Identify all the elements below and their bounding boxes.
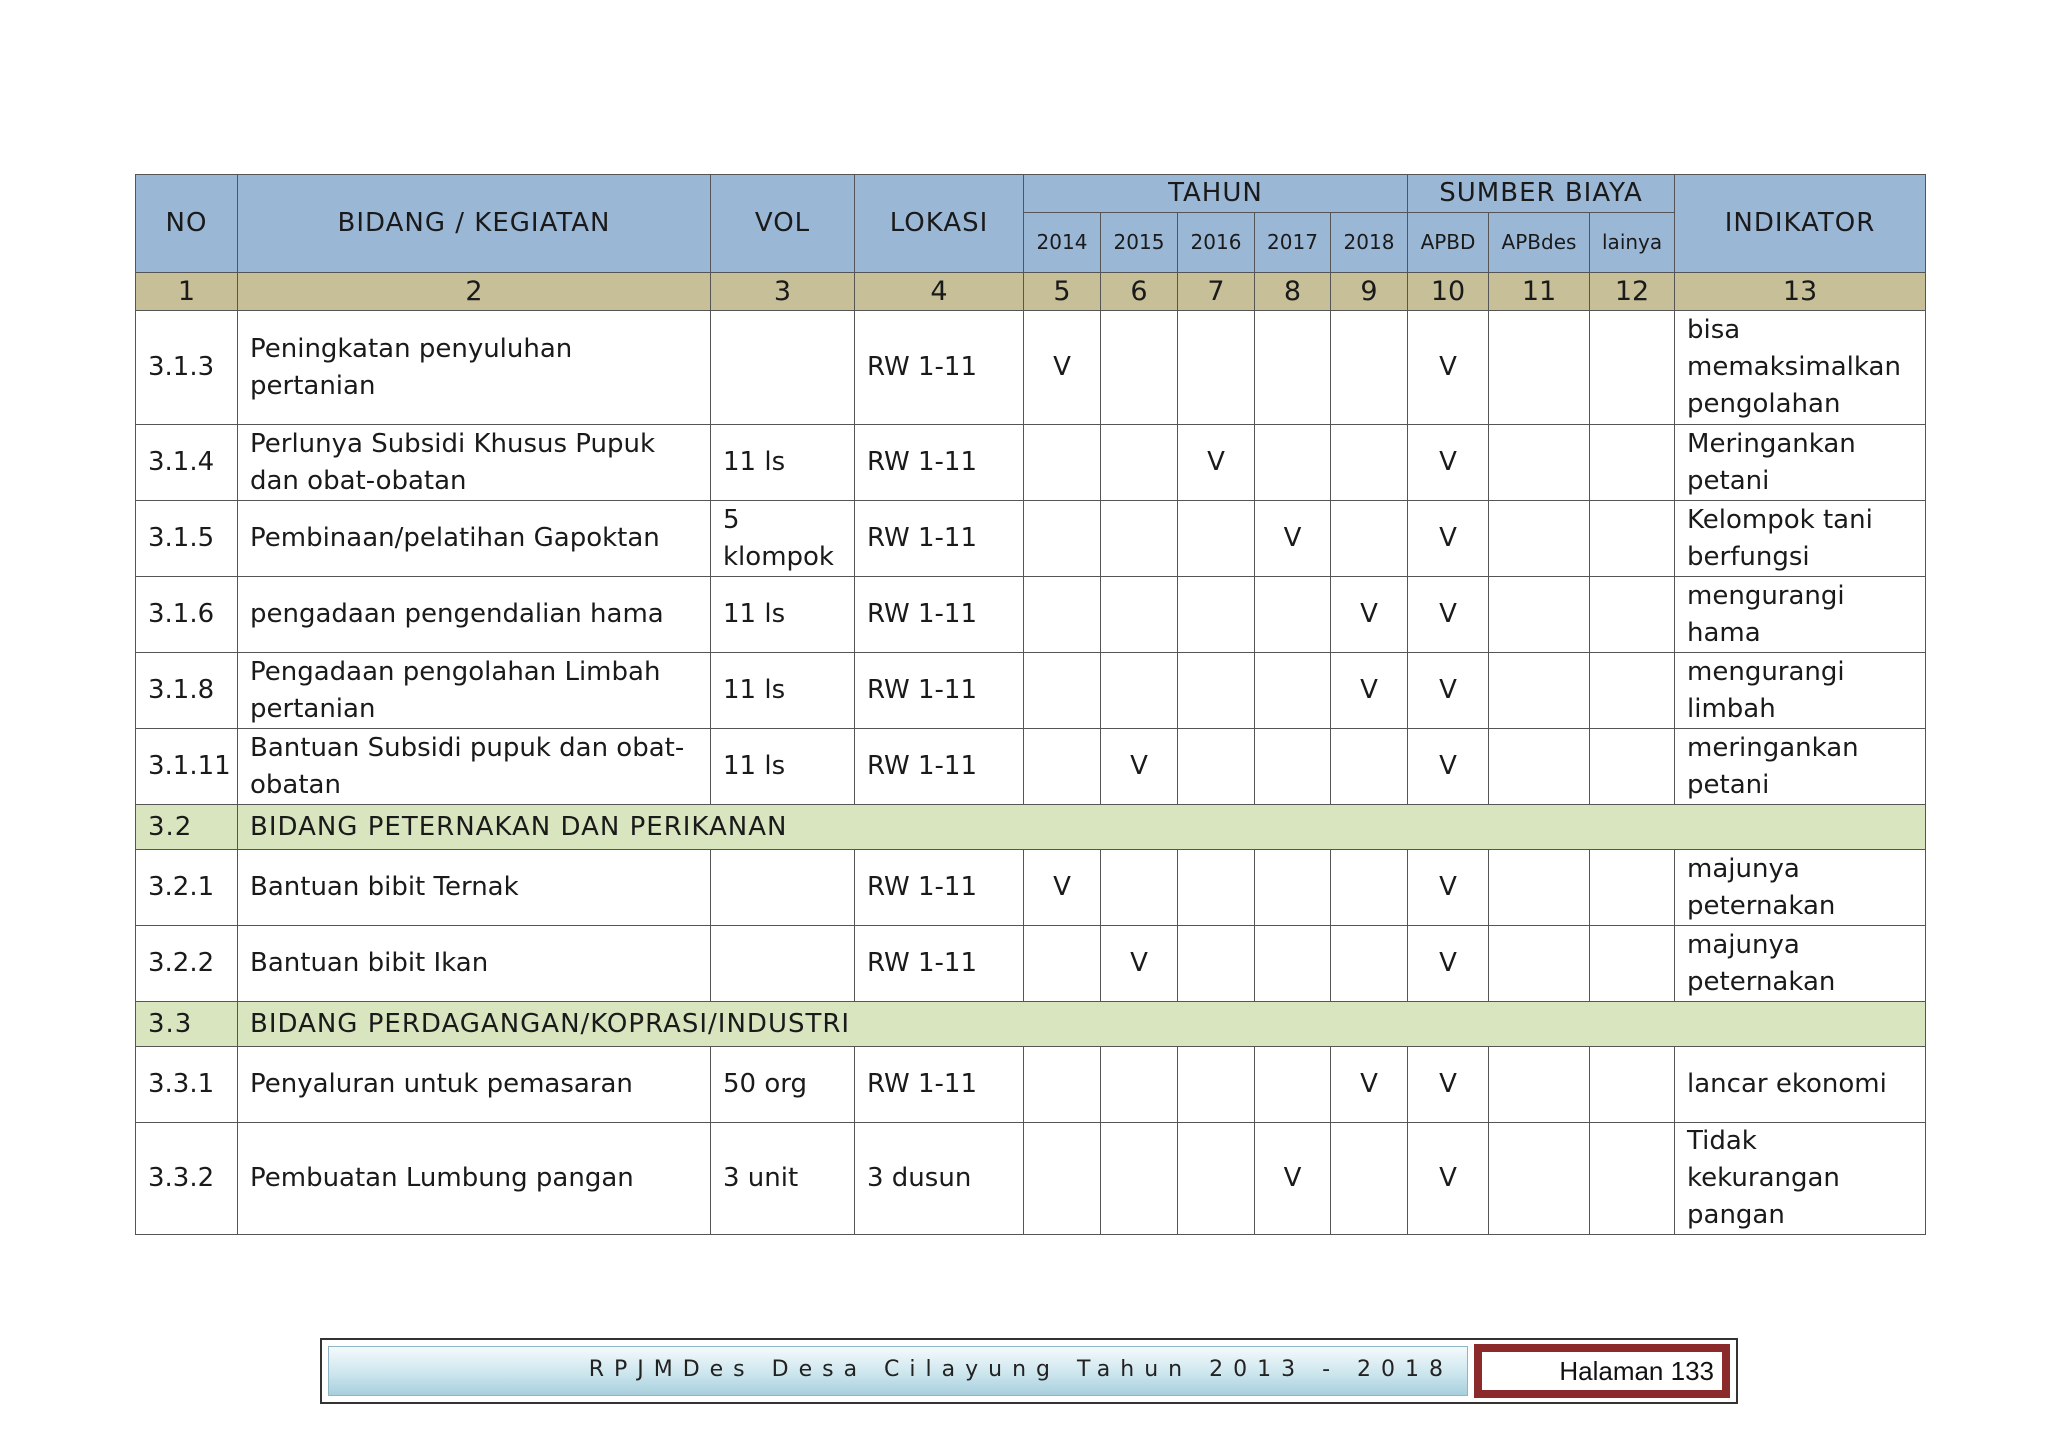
header-vol: VOL <box>711 175 855 273</box>
rpjm-activity-table <box>135 174 1926 1235</box>
row-number: 3.1.8 <box>136 653 238 729</box>
header-year-2016: 2016 <box>1178 213 1255 273</box>
header-no: NO <box>136 175 238 273</box>
row-number: 3.1.6 <box>136 577 238 653</box>
year-2015-mark: V <box>1101 926 1178 1002</box>
year-2016-mark <box>1178 577 1255 653</box>
lainya-mark <box>1590 425 1675 501</box>
table-row <box>136 1123 1926 1235</box>
header-year-2015: 2015 <box>1101 213 1178 273</box>
row-number: 3.2.2 <box>136 926 238 1002</box>
table-header <box>136 175 1926 273</box>
column-number: 9 <box>1331 273 1408 311</box>
lainya-mark <box>1590 501 1675 577</box>
section-row <box>136 805 1926 850</box>
year-2014-mark <box>1024 1047 1101 1123</box>
activity-cell: Pembinaan/pelatihan Gapoktan <box>238 501 711 577</box>
activity-cell: Penyaluran untuk pemasaran <box>238 1047 711 1123</box>
row-number: 3.1.3 <box>136 311 238 425</box>
location-cell: RW 1-11 <box>855 729 1024 805</box>
year-2014-mark <box>1024 729 1101 805</box>
lainya-mark <box>1590 1047 1675 1123</box>
row-number: 3.3.2 <box>136 1123 238 1235</box>
volume-cell <box>711 926 855 1002</box>
year-2017-mark <box>1255 1047 1331 1123</box>
indicator-cell: bisa memaksimalkan pengolahan <box>1675 311 1926 425</box>
column-number: 2 <box>238 273 711 311</box>
year-2017-mark <box>1255 425 1331 501</box>
column-number-row <box>136 273 1926 311</box>
table-row <box>136 425 1926 501</box>
lainya-mark <box>1590 311 1675 425</box>
section-title: BIDANG PETERNAKAN DAN PERIKANAN <box>238 805 1489 850</box>
year-2017-mark: V <box>1255 501 1331 577</box>
volume-cell: 11 ls <box>711 653 855 729</box>
header-sumber-biaya: SUMBER BIAYA <box>1408 175 1675 213</box>
column-number: 11 <box>1489 273 1590 311</box>
year-2014-mark <box>1024 653 1101 729</box>
activity-cell: Pengadaan pengolahan Limbah pertanian <box>238 653 711 729</box>
year-2016-mark <box>1178 1047 1255 1123</box>
indicator-cell: mengurangi hama <box>1675 577 1926 653</box>
column-number: 12 <box>1590 273 1675 311</box>
year-2014-mark <box>1024 1123 1101 1235</box>
table-row <box>136 653 1926 729</box>
lainya-mark <box>1590 729 1675 805</box>
location-cell: RW 1-11 <box>855 425 1024 501</box>
column-number: 6 <box>1101 273 1178 311</box>
header-year-2018: 2018 <box>1331 213 1408 273</box>
header-apbdes: APBdes <box>1489 213 1590 273</box>
volume-cell: 11 ls <box>711 425 855 501</box>
year-2016-mark <box>1178 1123 1255 1235</box>
header-year-2014: 2014 <box>1024 213 1101 273</box>
year-2017-mark: V <box>1255 1123 1331 1235</box>
lainya-mark <box>1590 653 1675 729</box>
year-2015-mark <box>1101 577 1178 653</box>
year-2018-mark: V <box>1331 1047 1408 1123</box>
year-2015-mark <box>1101 653 1178 729</box>
activity-cell: Peningkatan penyuluhan pertanian <box>238 311 711 425</box>
table-row <box>136 850 1926 926</box>
indicator-cell: majunya peternakan <box>1675 850 1926 926</box>
year-2015-mark <box>1101 425 1178 501</box>
indicator-cell: meringankan petani <box>1675 729 1926 805</box>
location-cell: RW 1-11 <box>855 926 1024 1002</box>
year-2014-mark <box>1024 501 1101 577</box>
activity-cell: Pembuatan Lumbung pangan <box>238 1123 711 1235</box>
year-2018-mark <box>1331 926 1408 1002</box>
volume-cell <box>711 850 855 926</box>
year-2017-mark <box>1255 653 1331 729</box>
column-number: 13 <box>1675 273 1926 311</box>
year-2018-mark <box>1331 850 1408 926</box>
year-2014-mark <box>1024 926 1101 1002</box>
column-number: 8 <box>1255 273 1331 311</box>
volume-cell: 11 ls <box>711 577 855 653</box>
apbdes-mark <box>1489 926 1590 1002</box>
header-indikator: INDIKATOR <box>1675 175 1926 273</box>
row-number: 3.3.1 <box>136 1047 238 1123</box>
apbdes-mark <box>1489 425 1590 501</box>
year-2018-mark: V <box>1331 653 1408 729</box>
volume-cell: 50 org <box>711 1047 855 1123</box>
year-2014-mark <box>1024 425 1101 501</box>
location-cell: 3 dusun <box>855 1123 1024 1235</box>
section-row <box>136 1002 1926 1047</box>
indicator-cell: Meringankan petani <box>1675 425 1926 501</box>
location-cell: RW 1-11 <box>855 501 1024 577</box>
year-2016-mark <box>1178 311 1255 425</box>
year-2017-mark <box>1255 577 1331 653</box>
indicator-cell: mengurangi limbah <box>1675 653 1926 729</box>
year-2014-mark: V <box>1024 311 1101 425</box>
apbdes-mark <box>1489 653 1590 729</box>
location-cell: RW 1-11 <box>855 850 1024 926</box>
activity-cell: Bantuan Subsidi pupuk dan obat-obatan <box>238 729 711 805</box>
year-2015-mark <box>1101 1123 1178 1235</box>
header-year-2017: 2017 <box>1255 213 1331 273</box>
lainya-mark <box>1590 850 1675 926</box>
year-2018-mark <box>1331 501 1408 577</box>
year-2016-mark <box>1178 850 1255 926</box>
apbd-mark: V <box>1408 653 1489 729</box>
header-lainya: lainya <box>1590 213 1675 273</box>
year-2018-mark <box>1331 425 1408 501</box>
indicator-cell: Kelompok tani berfungsi <box>1675 501 1926 577</box>
activity-cell: Bantuan bibit Ternak <box>238 850 711 926</box>
page-number: Halaman 133 <box>1474 1344 1730 1398</box>
year-2017-mark <box>1255 311 1331 425</box>
year-2016-mark <box>1178 729 1255 805</box>
volume-cell <box>711 311 855 425</box>
header-tahun: TAHUN <box>1024 175 1408 213</box>
indicator-cell: majunya peternakan <box>1675 926 1926 1002</box>
volume-cell: 11 ls <box>711 729 855 805</box>
row-number: 3.1.5 <box>136 501 238 577</box>
apbdes-mark <box>1489 850 1590 926</box>
apbdes-mark <box>1489 1047 1590 1123</box>
apbd-mark: V <box>1408 926 1489 1002</box>
lainya-mark <box>1590 1123 1675 1235</box>
apbdes-mark <box>1489 729 1590 805</box>
apbd-mark: V <box>1408 425 1489 501</box>
table-body <box>136 273 1926 1235</box>
indicator-cell: Tidak kekurangan pangan <box>1675 1123 1926 1235</box>
year-2016-mark <box>1178 501 1255 577</box>
location-cell: RW 1-11 <box>855 1047 1024 1123</box>
table-row <box>136 311 1926 425</box>
page-footer <box>320 1338 1738 1404</box>
year-2018-mark <box>1331 729 1408 805</box>
row-number: 3.1.11 <box>136 729 238 805</box>
apbdes-mark <box>1489 1123 1590 1235</box>
column-number: 5 <box>1024 273 1101 311</box>
year-2015-mark <box>1101 850 1178 926</box>
year-2015-mark <box>1101 501 1178 577</box>
location-cell: RW 1-11 <box>855 577 1024 653</box>
section-filler <box>1489 805 1926 850</box>
apbd-mark: V <box>1408 311 1489 425</box>
section-title: BIDANG PERDAGANGAN/KOPRASI/INDUSTRI <box>238 1002 1489 1047</box>
column-number: 4 <box>855 273 1024 311</box>
apbd-mark: V <box>1408 577 1489 653</box>
lainya-mark <box>1590 577 1675 653</box>
year-2017-mark <box>1255 926 1331 1002</box>
section-code: 3.3 <box>136 1002 238 1047</box>
row-number: 3.2.1 <box>136 850 238 926</box>
year-2018-mark <box>1331 311 1408 425</box>
table-row <box>136 1047 1926 1123</box>
header-lokasi: LOKASI <box>855 175 1024 273</box>
volume-cell: 5 klompok <box>711 501 855 577</box>
year-2014-mark: V <box>1024 850 1101 926</box>
table-row <box>136 501 1926 577</box>
row-number: 3.1.4 <box>136 425 238 501</box>
footer-title: RPJMDes Desa Cilayung Tahun 2013 - 2018 <box>328 1346 1468 1396</box>
table-row <box>136 577 1926 653</box>
header-apbd: APBD <box>1408 213 1489 273</box>
section-filler <box>1489 1002 1926 1047</box>
column-number: 3 <box>711 273 855 311</box>
column-number: 1 <box>136 273 238 311</box>
apbd-mark: V <box>1408 729 1489 805</box>
apbd-mark: V <box>1408 501 1489 577</box>
apbd-mark: V <box>1408 1123 1489 1235</box>
activity-cell: pengadaan pengendalian hama <box>238 577 711 653</box>
year-2016-mark <box>1178 926 1255 1002</box>
apbdes-mark <box>1489 501 1590 577</box>
lainya-mark <box>1590 926 1675 1002</box>
year-2014-mark <box>1024 577 1101 653</box>
year-2018-mark: V <box>1331 577 1408 653</box>
section-code: 3.2 <box>136 805 238 850</box>
header-bidang: BIDANG / KEGIATAN <box>238 175 711 273</box>
apbd-mark: V <box>1408 850 1489 926</box>
table-row <box>136 926 1926 1002</box>
column-number: 7 <box>1178 273 1255 311</box>
apbdes-mark <box>1489 577 1590 653</box>
year-2015-mark: V <box>1101 729 1178 805</box>
indicator-cell: lancar ekonomi <box>1675 1047 1926 1123</box>
table-row <box>136 729 1926 805</box>
year-2017-mark <box>1255 729 1331 805</box>
volume-cell: 3 unit <box>711 1123 855 1235</box>
activity-cell: Perlunya Subsidi Khusus Pupuk dan obat-obatan <box>238 425 711 501</box>
year-2017-mark <box>1255 850 1331 926</box>
apbdes-mark <box>1489 311 1590 425</box>
column-number: 10 <box>1408 273 1489 311</box>
year-2018-mark <box>1331 1123 1408 1235</box>
location-cell: RW 1-11 <box>855 653 1024 729</box>
year-2015-mark <box>1101 311 1178 425</box>
apbd-mark: V <box>1408 1047 1489 1123</box>
year-2016-mark: V <box>1178 425 1255 501</box>
activity-cell: Bantuan bibit Ikan <box>238 926 711 1002</box>
location-cell: RW 1-11 <box>855 311 1024 425</box>
year-2016-mark <box>1178 653 1255 729</box>
year-2015-mark <box>1101 1047 1178 1123</box>
